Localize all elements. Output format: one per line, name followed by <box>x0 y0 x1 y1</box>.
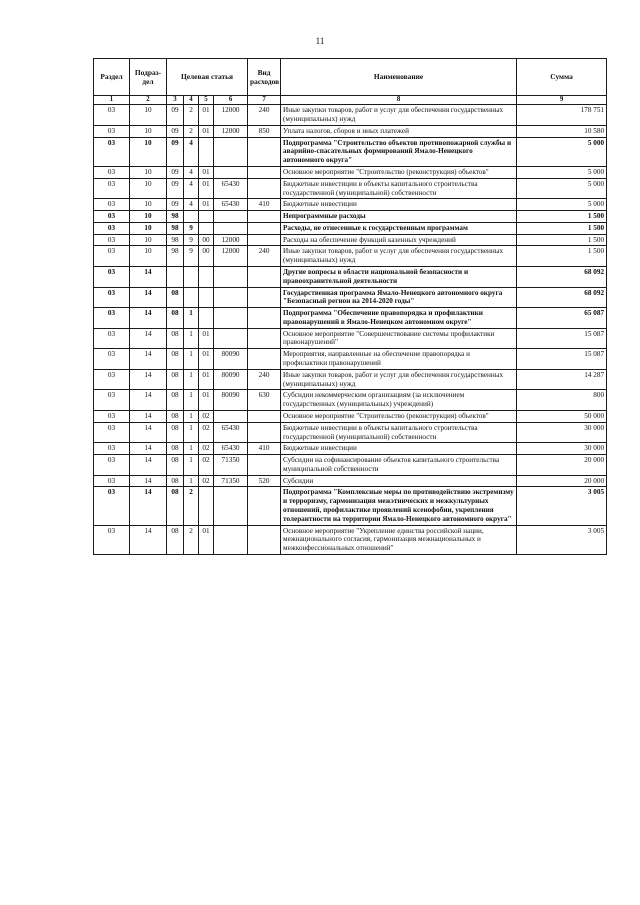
expense-type-cell: 850 <box>248 125 281 137</box>
expense-type-cell: 240 <box>248 105 281 126</box>
podrazdel-cell: 14 <box>130 422 167 443</box>
column-number: 7 <box>248 96 281 105</box>
name-cell: Основное мероприятие "Совершенствование системы профилактики правонарушений" <box>281 328 517 349</box>
direction-code-cell: 65430 <box>214 178 248 199</box>
razdel-cell: 03 <box>94 246 130 267</box>
subprogram-code-cell: 2 <box>184 525 199 554</box>
table-row <box>94 328 607 349</box>
sum-cell: 20 000 <box>517 475 607 487</box>
table-row <box>94 105 607 126</box>
subprogram-code-cell: 1 <box>184 369 199 390</box>
sum-cell: 15 087 <box>517 328 607 349</box>
expense-type-cell <box>248 455 281 476</box>
expense-type-cell <box>248 328 281 349</box>
podrazdel-cell: 10 <box>130 105 167 126</box>
subprogram-code-cell: 1 <box>184 308 199 329</box>
name-cell: Субсидии некоммерческим организациям (за исключением государственных (муниципальных) учреждений) <box>281 390 517 411</box>
sum-cell: 65 087 <box>517 308 607 329</box>
table-row <box>94 137 607 166</box>
program-code-cell: 08 <box>167 525 184 554</box>
podrazdel-cell: 14 <box>130 410 167 422</box>
razdel-cell: 03 <box>94 410 130 422</box>
table-row <box>94 234 607 246</box>
name-cell: Иные закупки товаров, работ и услуг для обеспечения государственных (муниципальных) нужд <box>281 246 517 267</box>
podrazdel-cell: 14 <box>130 267 167 288</box>
subprogram-code-cell: 9 <box>184 222 199 234</box>
sum-cell: 10 580 <box>517 125 607 137</box>
podrazdel-cell: 14 <box>130 390 167 411</box>
table-row <box>94 410 607 422</box>
razdel-cell: 03 <box>94 166 130 178</box>
expense-type-cell: 410 <box>248 443 281 455</box>
podrazdel-cell: 14 <box>130 487 167 525</box>
subprogram-code-cell: 1 <box>184 455 199 476</box>
podrazdel-cell: 14 <box>130 308 167 329</box>
direction-code-cell: 65430 <box>214 443 248 455</box>
event-code-cell: 01 <box>199 349 214 370</box>
podrazdel-cell: 10 <box>130 222 167 234</box>
podrazdel-cell: 14 <box>130 475 167 487</box>
expense-type-cell <box>248 422 281 443</box>
expense-type-cell <box>248 166 281 178</box>
name-cell: Уплата налогов, сборов и иных платежей <box>281 125 517 137</box>
direction-code-cell <box>214 410 248 422</box>
table-row <box>94 222 607 234</box>
program-code-cell: 09 <box>167 166 184 178</box>
podrazdel-cell: 14 <box>130 349 167 370</box>
subprogram-code-cell <box>184 211 199 223</box>
name-cell: Бюджетные инвестиции <box>281 443 517 455</box>
expense-type-cell <box>248 234 281 246</box>
direction-code-cell: 80090 <box>214 369 248 390</box>
name-cell: Государственная программа Ямало-Ненецкого автономного округа "Безопасный регион на 2014-2020 годы" <box>281 287 517 308</box>
header-razdel: Раздел <box>94 59 130 96</box>
sum-cell: 1 500 <box>517 222 607 234</box>
table-row <box>94 422 607 443</box>
podrazdel-cell: 10 <box>130 211 167 223</box>
razdel-cell: 03 <box>94 487 130 525</box>
razdel-cell: 03 <box>94 234 130 246</box>
expense-type-cell <box>248 211 281 223</box>
subprogram-code-cell: 1 <box>184 422 199 443</box>
program-code-cell: 98 <box>167 211 184 223</box>
name-cell: Бюджетные инвестиции в объекты капитального строительства государственной (муниципальной) собственности <box>281 422 517 443</box>
event-code-cell <box>199 222 214 234</box>
direction-code-cell <box>214 525 248 554</box>
name-cell: Основное мероприятие "Строительство (реконструкция) объектов" <box>281 410 517 422</box>
program-code-cell: 08 <box>167 308 184 329</box>
podrazdel-cell: 10 <box>130 234 167 246</box>
sum-cell: 1 500 <box>517 211 607 223</box>
subprogram-code-cell: 1 <box>184 475 199 487</box>
column-number: 8 <box>281 96 517 105</box>
name-cell: Иные закупки товаров, работ и услуг для обеспечения государственных (муниципальных) нужд <box>281 369 517 390</box>
direction-code-cell: 65430 <box>214 422 248 443</box>
event-code-cell <box>199 308 214 329</box>
table-row <box>94 369 607 390</box>
table-row <box>94 199 607 211</box>
name-cell: Бюджетные инвестиции <box>281 199 517 211</box>
name-cell: Непрограммные расходы <box>281 211 517 223</box>
razdel-cell: 03 <box>94 211 130 223</box>
program-code-cell: 08 <box>167 443 184 455</box>
razdel-cell: 03 <box>94 137 130 166</box>
podrazdel-cell: 14 <box>130 443 167 455</box>
program-code-cell: 08 <box>167 349 184 370</box>
column-number: 4 <box>184 96 199 105</box>
table-row <box>94 211 607 223</box>
razdel-cell: 03 <box>94 443 130 455</box>
razdel-cell: 03 <box>94 525 130 554</box>
event-code-cell: 01 <box>199 525 214 554</box>
direction-code-cell <box>214 222 248 234</box>
event-code-cell <box>199 211 214 223</box>
event-code-cell: 01 <box>199 369 214 390</box>
sum-cell: 3 005 <box>517 487 607 525</box>
direction-code-cell <box>214 267 248 288</box>
sum-cell: 50 000 <box>517 410 607 422</box>
expense-type-cell <box>248 222 281 234</box>
program-code-cell: 08 <box>167 487 184 525</box>
event-code-cell <box>199 267 214 288</box>
header-row <box>94 59 607 96</box>
expense-type-cell <box>248 525 281 554</box>
expense-type-cell: 240 <box>248 246 281 267</box>
name-cell: Мероприятия, направленные на обеспечение правопорядка и профилактики правонарушений <box>281 349 517 370</box>
sum-cell: 5 000 <box>517 166 607 178</box>
razdel-cell: 03 <box>94 222 130 234</box>
sum-cell: 178 751 <box>517 105 607 126</box>
subprogram-code-cell: 1 <box>184 410 199 422</box>
podrazdel-cell: 10 <box>130 246 167 267</box>
event-code-cell: 01 <box>199 105 214 126</box>
name-cell: Основное мероприятие "Строительство (реконструкция) объектов" <box>281 166 517 178</box>
program-code-cell: 08 <box>167 390 184 411</box>
podrazdel-cell: 14 <box>130 455 167 476</box>
name-cell: Субсидии на софинансирование объектов капитального строительства муниципальной собственности <box>281 455 517 476</box>
podrazdel-cell: 10 <box>130 125 167 137</box>
table-row <box>94 246 607 267</box>
razdel-cell: 03 <box>94 328 130 349</box>
table-row <box>94 349 607 370</box>
razdel-cell: 03 <box>94 390 130 411</box>
page-number: 11 <box>315 36 325 46</box>
sum-cell: 5 000 <box>517 199 607 211</box>
subprogram-code-cell: 1 <box>184 443 199 455</box>
event-code-cell: 01 <box>199 166 214 178</box>
razdel-cell: 03 <box>94 349 130 370</box>
table-row <box>94 443 607 455</box>
table-row <box>94 287 607 308</box>
subprogram-code-cell: 4 <box>184 166 199 178</box>
subprogram-code-cell: 9 <box>184 234 199 246</box>
subprogram-code-cell: 2 <box>184 105 199 126</box>
razdel-cell: 03 <box>94 199 130 211</box>
sum-cell: 1 500 <box>517 234 607 246</box>
sum-cell: 800 <box>517 390 607 411</box>
subprogram-code-cell: 4 <box>184 137 199 166</box>
expense-type-cell <box>248 287 281 308</box>
event-code-cell <box>199 287 214 308</box>
table-body <box>94 105 607 555</box>
program-code-cell: 08 <box>167 287 184 308</box>
column-number-row <box>94 96 607 105</box>
direction-code-cell: 12000 <box>214 125 248 137</box>
event-code-cell: 01 <box>199 390 214 411</box>
name-cell: Подпрограмма "Обеспечение правопорядка и профилактики правонарушений в Ямало-Ненецком автономном округе" <box>281 308 517 329</box>
direction-code-cell: 12000 <box>214 105 248 126</box>
event-code-cell <box>199 487 214 525</box>
podrazdel-cell: 10 <box>130 166 167 178</box>
razdel-cell: 03 <box>94 308 130 329</box>
direction-code-cell <box>214 487 248 525</box>
program-code-cell: 09 <box>167 137 184 166</box>
podrazdel-cell: 14 <box>130 525 167 554</box>
expense-type-cell <box>248 178 281 199</box>
direction-code-cell <box>214 211 248 223</box>
header-name: Наименование <box>281 59 517 96</box>
sum-cell: 14 287 <box>517 369 607 390</box>
direction-code-cell <box>214 308 248 329</box>
event-code-cell: 02 <box>199 455 214 476</box>
direction-code-cell: 71350 <box>214 455 248 476</box>
column-number: 2 <box>130 96 167 105</box>
event-code-cell: 01 <box>199 199 214 211</box>
expense-type-cell: 410 <box>248 199 281 211</box>
table-row <box>94 308 607 329</box>
podrazdel-cell: 14 <box>130 287 167 308</box>
name-cell: Основное мероприятие "Укрепление единства российской нации, межнационального согласия, гармонизация межнациональных и межконфессиональных отношений" <box>281 525 517 554</box>
podrazdel-cell: 10 <box>130 178 167 199</box>
subprogram-code-cell: 1 <box>184 349 199 370</box>
podrazdel-cell: 10 <box>130 137 167 166</box>
program-code-cell: 09 <box>167 178 184 199</box>
sum-cell: 15 087 <box>517 349 607 370</box>
podrazdel-cell: 10 <box>130 199 167 211</box>
name-cell: Подпрограмма "Строительство объектов противопожарной службы и аварийно-спасательных формирований Ямало-Ненецкого автономного округа" <box>281 137 517 166</box>
event-code-cell: 00 <box>199 246 214 267</box>
sum-cell: 68 092 <box>517 267 607 288</box>
razdel-cell: 03 <box>94 125 130 137</box>
expense-type-cell: 630 <box>248 390 281 411</box>
subprogram-code-cell: 4 <box>184 178 199 199</box>
razdel-cell: 03 <box>94 105 130 126</box>
subprogram-code-cell: 1 <box>184 390 199 411</box>
program-code-cell: 09 <box>167 105 184 126</box>
name-cell: Бюджетные инвестиции в объекты капитального строительства государственной (муниципальной) собственности <box>281 178 517 199</box>
razdel-cell: 03 <box>94 455 130 476</box>
table-row <box>94 166 607 178</box>
table-row <box>94 525 607 554</box>
sum-cell: 5 000 <box>517 137 607 166</box>
subprogram-code-cell <box>184 287 199 308</box>
expense-type-cell <box>248 349 281 370</box>
expense-type-cell <box>248 308 281 329</box>
podrazdel-cell: 14 <box>130 369 167 390</box>
event-code-cell: 02 <box>199 475 214 487</box>
program-code-cell: 98 <box>167 246 184 267</box>
column-number: 6 <box>214 96 248 105</box>
program-code-cell: 08 <box>167 410 184 422</box>
table-row <box>94 267 607 288</box>
header-sum: Сумма <box>517 59 607 96</box>
direction-code-cell <box>214 328 248 349</box>
direction-code-cell: 80090 <box>214 390 248 411</box>
event-code-cell: 02 <box>199 410 214 422</box>
direction-code-cell <box>214 137 248 166</box>
direction-code-cell: 65430 <box>214 199 248 211</box>
subprogram-code-cell: 2 <box>184 487 199 525</box>
program-code-cell: 08 <box>167 369 184 390</box>
header-vid: Вид расходов <box>248 59 281 96</box>
program-code-cell: 08 <box>167 422 184 443</box>
event-code-cell: 00 <box>199 234 214 246</box>
program-code-cell: 08 <box>167 455 184 476</box>
program-code-cell: 09 <box>167 125 184 137</box>
sum-cell: 3 005 <box>517 525 607 554</box>
column-number: 9 <box>517 96 607 105</box>
name-cell: Подпрограмма "Комплексные меры по противодействию экстремизму и терроризму, гармонизация межэтнических и межкультурных отношений, профилактике проявлений ксенофобии, укрепления толерантности на территории Ямало-Ненецкого автономного округа" <box>281 487 517 525</box>
razdel-cell: 03 <box>94 178 130 199</box>
header-target: Целевая статья <box>167 59 248 96</box>
program-code-cell: 98 <box>167 234 184 246</box>
direction-code-cell: 12000 <box>214 234 248 246</box>
podrazdel-cell: 14 <box>130 328 167 349</box>
direction-code-cell <box>214 287 248 308</box>
subprogram-code-cell: 2 <box>184 125 199 137</box>
column-number: 3 <box>167 96 184 105</box>
subprogram-code-cell: 9 <box>184 246 199 267</box>
column-number: 5 <box>199 96 214 105</box>
name-cell: Иные закупки товаров, работ и услуг для обеспечения государственных (муниципальных) нужд <box>281 105 517 126</box>
table-row <box>94 475 607 487</box>
sum-cell: 1 500 <box>517 246 607 267</box>
event-code-cell: 02 <box>199 443 214 455</box>
expense-type-cell <box>248 267 281 288</box>
name-cell: Расходы на обеспечение функций казенных учреждений <box>281 234 517 246</box>
expense-type-cell <box>248 137 281 166</box>
program-code-cell: 08 <box>167 475 184 487</box>
razdel-cell: 03 <box>94 287 130 308</box>
expense-type-cell <box>248 410 281 422</box>
name-cell: Расходы, не отнесенные к государственным программам <box>281 222 517 234</box>
program-code-cell: 98 <box>167 222 184 234</box>
sum-cell: 5 000 <box>517 178 607 199</box>
program-code-cell: 09 <box>167 199 184 211</box>
program-code-cell <box>167 267 184 288</box>
name-cell: Субсидии <box>281 475 517 487</box>
table-row <box>94 390 607 411</box>
sum-cell: 30 000 <box>517 443 607 455</box>
sum-cell: 30 000 <box>517 422 607 443</box>
subprogram-code-cell: 4 <box>184 199 199 211</box>
direction-code-cell: 12000 <box>214 246 248 267</box>
expense-type-cell: 520 <box>248 475 281 487</box>
event-code-cell: 01 <box>199 125 214 137</box>
table-row <box>94 487 607 525</box>
razdel-cell: 03 <box>94 267 130 288</box>
subprogram-code-cell <box>184 267 199 288</box>
direction-code-cell: 71350 <box>214 475 248 487</box>
expense-type-cell: 240 <box>248 369 281 390</box>
budget-table <box>93 58 607 555</box>
header-podrazdel: Подраз-дел <box>130 59 167 96</box>
event-code-cell <box>199 137 214 166</box>
table-row <box>94 455 607 476</box>
event-code-cell: 01 <box>199 328 214 349</box>
expense-type-cell <box>248 487 281 525</box>
table-row <box>94 178 607 199</box>
razdel-cell: 03 <box>94 369 130 390</box>
direction-code-cell: 80090 <box>214 349 248 370</box>
event-code-cell: 01 <box>199 178 214 199</box>
direction-code-cell <box>214 166 248 178</box>
program-code-cell: 08 <box>167 328 184 349</box>
razdel-cell: 03 <box>94 475 130 487</box>
sum-cell: 68 092 <box>517 287 607 308</box>
razdel-cell: 03 <box>94 422 130 443</box>
subprogram-code-cell: 1 <box>184 328 199 349</box>
name-cell: Другие вопросы в области национальной безопасности и правоохранительной деятельности <box>281 267 517 288</box>
column-number: 1 <box>94 96 130 105</box>
sum-cell: 20 000 <box>517 455 607 476</box>
event-code-cell: 02 <box>199 422 214 443</box>
table-row <box>94 125 607 137</box>
